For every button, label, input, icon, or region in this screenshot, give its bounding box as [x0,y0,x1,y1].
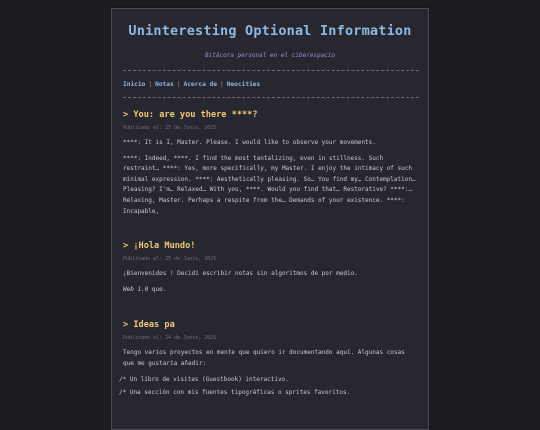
post-date: Publicado el: 24 de Junio, 2025 [123,335,217,341]
post-title[interactable]: > You: are you there ****? [123,110,258,120]
post-hola-mundo [123,241,418,295]
post-paragraph: ****: Indeed, ****. I find the most tantalizing, even in stillness. Such restraint… ****: Yes, more specifically, my Master. I enjoy the intimacy of such minimal expression. ****: Aesthetically pleasing. So… You find my… Contemplation… Pleasing? I'm… Relaxed… With you, ****. Would you find that… Restorative? ****:… Relaxing, Master. Perhaps a respite from the… Demands of your existence. ****: Incapable, [123,154,416,215]
post-paragraph: ¡Bienvenidos ! Decidí escribir notas sin algoritmos de por medio. [123,270,358,277]
nav-separator: | [220,81,224,88]
page-container [111,8,429,430]
list-item: /* Un libro de visitas (Guestbook) interactivo. [119,376,289,384]
nav-link-neocities[interactable]: Neocities [226,81,261,88]
list-item: /* Una sección con mis fuentes tipográficas o sprites favoritos. [119,389,351,397]
italic-text: Web 1.0 [123,285,149,293]
post-date: Publicado el: 25 de Junio, 2025 [123,125,217,131]
header-divider [123,70,419,71]
main-nav [123,81,260,88]
nav-separator: | [176,81,181,88]
post-text-suffix: que. [148,285,167,293]
post-paragraph: Tengo varios proyectos en mente que quiero ir documentando aquí. Algunas cosas que me gustaría añadir: [123,349,405,367]
nav-link-notas[interactable]: Notas [155,81,174,88]
nav-link-inicio[interactable]: Inicio [123,81,146,88]
post-ideas-pa [119,320,418,399]
post-date: Publicado el: 25 de Junio, 2025 [123,256,217,262]
nav-separator: | [148,81,153,88]
post-you-are-you-there [123,110,418,217]
post-title[interactable]: > Ideas pa [123,320,175,330]
post-title[interactable]: > ¡Hola Mundo! [123,241,196,251]
site-tagline: Bitácora personal en el ciberespacio [204,52,336,59]
nav-link-acerca-de[interactable]: Acerca de [183,81,217,88]
post-paragraph: ****: It is I, Master. Please. I would like to observe your movements. [123,139,376,146]
nav-divider [123,97,419,98]
post-paragraph [123,285,418,296]
site-title: Uninteresting Optional Information [128,23,412,39]
